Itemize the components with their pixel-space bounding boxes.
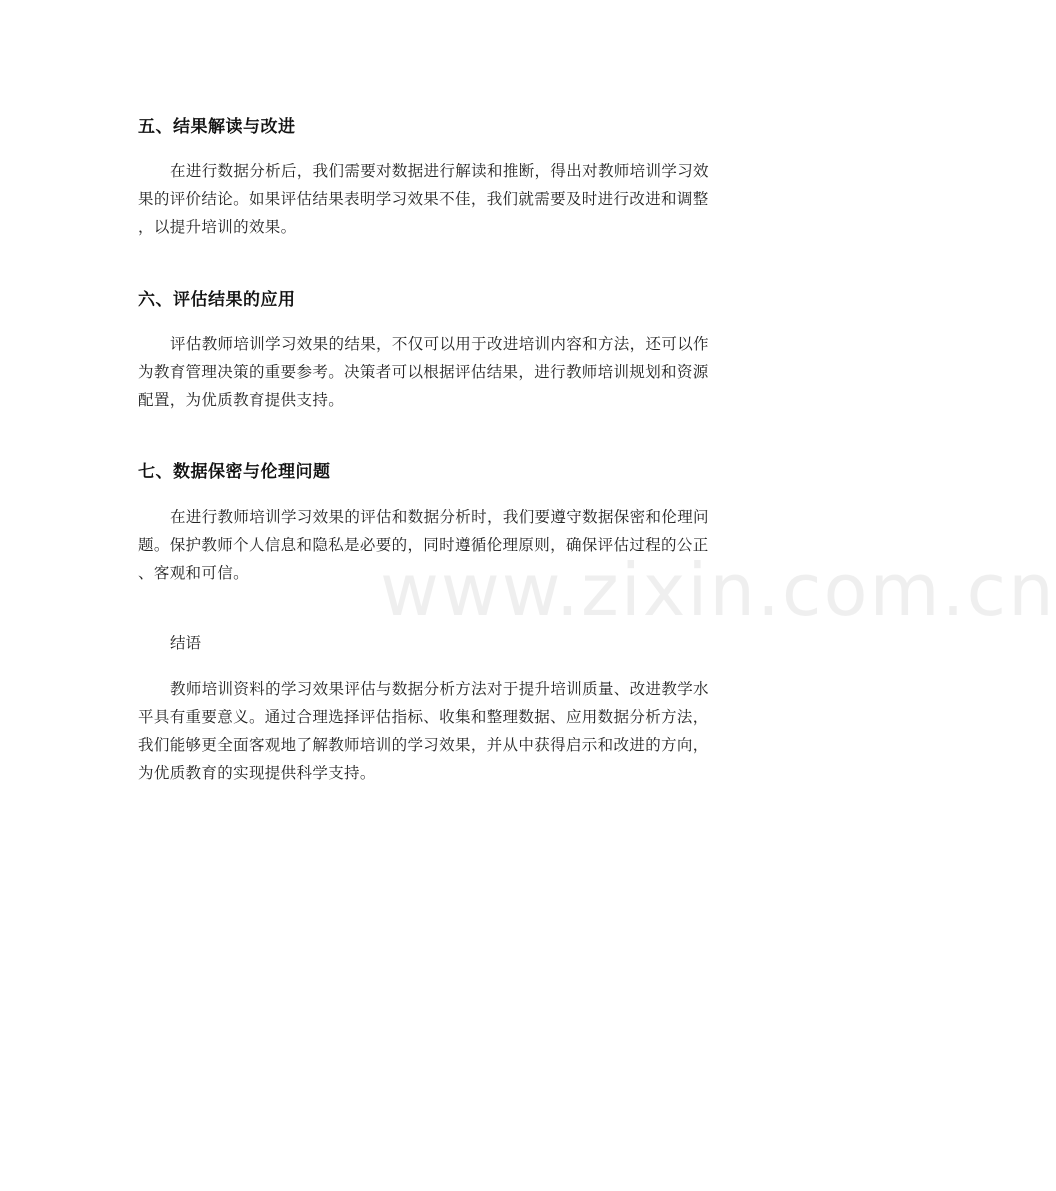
paragraph-line: 我们能够更全面客观地了解教师培训的学习效果，并从中获得启示和改进的方向，: [138, 736, 709, 754]
paragraph-line: 题。保护教师个人信息和隐私是必要的，同时遵循伦理原则，确保评估过程的公正: [138, 536, 709, 554]
paragraph-line: 教师培训资料的学习效果评估与数据分析方法对于提升培训质量、改进教学水: [170, 680, 709, 698]
paragraph-line: 在进行数据分析后，我们需要对数据进行解读和推断，得出对教师培训学习效: [170, 162, 709, 180]
paragraph-line: 在进行教师培训学习效果的评估和数据分析时，我们要遵守数据保密和伦理问: [170, 508, 709, 526]
paragraph-line: 平具有重要意义。通过合理选择评估指标、收集和整理数据、应用数据分析方法，: [138, 708, 709, 726]
paragraph-line: 、客观和可信。: [138, 564, 249, 582]
conclusion-label: 结语: [170, 634, 202, 652]
section-7-heading: 七、数据保密与伦理问题: [138, 462, 331, 482]
paragraph-line: 为教育管理决策的重要参考。决策者可以根据评估结果，进行教师培训规划和资源: [138, 363, 709, 381]
paragraph-line: 为优质教育的实现提供科学支持。: [138, 764, 376, 782]
section-5-heading: 五、结果解读与改进: [138, 117, 296, 137]
paragraph-line: 果的评价结论。如果评估结果表明学习效果不佳，我们就需要及时进行改进和调整: [138, 190, 709, 208]
paragraph-line: 配置，为优质教育提供支持。: [138, 391, 345, 409]
paragraph-line: 评估教师培训学习效果的结果，不仅可以用于改进培训内容和方法，还可以作: [170, 335, 709, 353]
section-6-paragraph: [138, 330, 786, 414]
section-5-paragraph: [138, 157, 786, 241]
paragraph-line: ，以提升培训的效果。: [138, 218, 297, 236]
conclusion-paragraph: [138, 675, 786, 787]
section-6-heading: 六、评估结果的应用: [138, 290, 296, 310]
watermark-text: www.zixin.com.cn: [380, 548, 1056, 632]
